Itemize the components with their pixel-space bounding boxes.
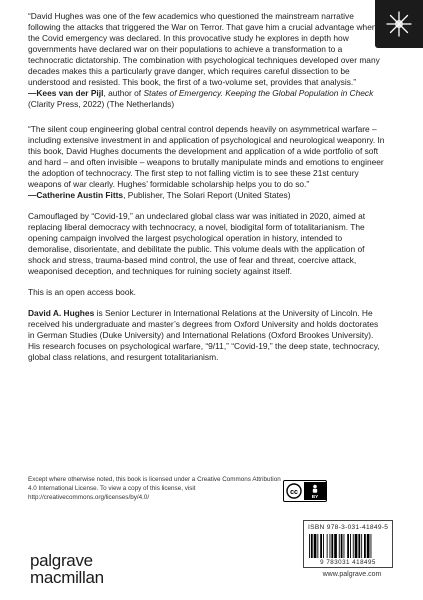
author-bio — [28, 308, 386, 363]
back-cover-text — [28, 11, 386, 363]
endorsement-quote-2 — [28, 124, 386, 201]
by-label: BY — [311, 494, 319, 499]
license-notice: Except where otherwise noted, this book is licensed under a Creative Commons Attribution 4.0 International License. To view a copy of this license, visit http://creativecommons.org/licenses/by/4.0/ — [28, 476, 281, 501]
endorsement-quote-1 — [28, 11, 386, 110]
creative-commons-icon — [286, 483, 302, 499]
quote-attribution — [28, 88, 386, 110]
author-bio-text: is Senior Lecturer in International Relations at the University of Lincoln. He received his undergraduate and master’s degrees from Oxford University and holds doctorates in German Studies (Duke University) and International Relations (Oxford Brookes University). His research focuses on psychological warfare, “9/11,” “Covid-19,” the deep state, technocracy, global class relations, and resurgent totalitarianism. — [28, 308, 380, 362]
author-name: David A. Hughes — [28, 308, 95, 318]
quote-text: “David Hughes was one of the few academics who questioned the mainstream narrative following the attacks that triggered the War on Terror. That gave him a crucial advantage when the Covid emergency was declared. In this provocative study he explores in depth how governments have declared war on their populations to achieve a transformation to a technocratic dictatorship. The combination with psychological techniques developed over many decades makes this a particularly grave danger, which requires careful dissection to be understood and resisted. This book, the first of a two-volume set, provides that analysis.” — [28, 11, 380, 87]
open-access-note: This is an open access book. — [28, 287, 137, 297]
endorser-book-title: States of Emergency. Keeping the Global Population in Check — [143, 88, 374, 98]
publisher-url: www.palgrave.com — [322, 571, 382, 578]
barcode-icon — [308, 534, 390, 558]
endorser-publisher: (Clarity Press, 2022) (The Netherlands) — [28, 99, 175, 109]
quote-text: “The silent coup engineering global central control depends heavily on asymmetrical warfare – including extensive investment in and application of psychological and neurological weaponry. In this book, David Hughes documents the development and application of a wide portfolio of soft and hard – and often invisible – weapons to brutally manipulate minds and emotions to engineer the adoption of technocracy. The first step to not falling victim is to see these 21st century weapons of war clearly. Hughes’ formidable scholarship helps you to do so.” — [28, 124, 385, 189]
logo-line-2: macmillan — [30, 568, 104, 587]
isbn-barcode-box — [303, 520, 393, 568]
cc-by-badge — [283, 480, 327, 502]
endorser-name: —Catherine Austin Fitts — [28, 190, 124, 200]
endorser-role: , Publisher, The Solari Report (United States) — [123, 190, 291, 200]
endorser-name: —Kees van der Pijl — [28, 88, 104, 98]
endorser-role: , author of — [103, 88, 144, 98]
quote-attribution — [28, 190, 386, 201]
asterisk-compass-icon — [385, 10, 413, 38]
book-description: Camouflaged by “Covid-19,” an undeclared global class war was initiated in 2020, aimed at replacing liberal democracy with technocracy, a novel, biodigital form of totalitarianism. The opening campaign involved the largest psychological operation in history, intended to demoralise, disorientate, and debilitate the public. This volume deals with the application of shock and stress, trauma-based mind control, the use of fear and threat, coercive attack, weaponised deception, and techniques for ruining society against itself. — [28, 211, 366, 276]
attribution-person-icon — [306, 483, 324, 499]
barcode-number: 9 783031 418495 — [320, 559, 376, 566]
cc-label: cc — [290, 488, 298, 496]
logo-line-1: palgrave — [30, 551, 93, 570]
publisher-logo — [30, 552, 110, 586]
isbn-label: ISBN 978-3-031-41849-5 — [308, 524, 389, 531]
